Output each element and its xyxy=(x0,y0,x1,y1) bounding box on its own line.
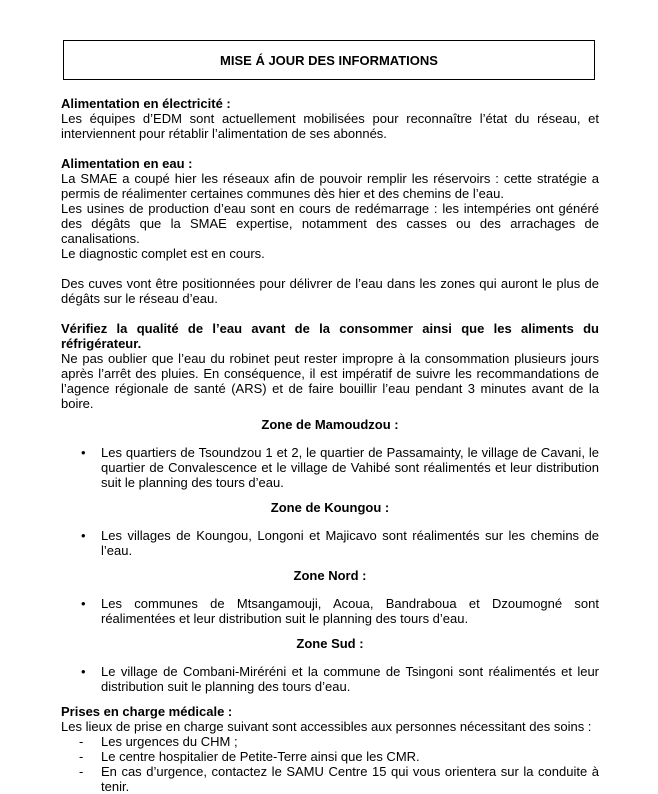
water-text-1: La SMAE a coupé hier les réseaux afin de pouvoir remplir les réservoirs : cette stratégie a permis de réalimenter certaines communes dès hier et des chemins de l’eau. xyxy=(61,171,599,201)
medical-item-text: En cas d’urgence, contactez le SAMU Centre 15 qui vous orientera sur la conduite à tenir. xyxy=(101,764,599,794)
medical-item xyxy=(79,764,599,794)
zone-title-mamoudzou: Zone de Mamoudzou : xyxy=(261,417,399,432)
zone-bullet-mamoudzou xyxy=(81,445,599,490)
bullet-icon: • xyxy=(81,596,86,611)
zone-bullet-koungou xyxy=(81,528,599,558)
bullet-icon: • xyxy=(81,445,86,460)
page-title: MISE Á JOUR DES INFORMATIONS xyxy=(220,52,438,68)
zone-title-sud: Zone Sud : xyxy=(296,636,364,651)
zone-title-koungou: Zone de Koungou : xyxy=(270,500,390,515)
electricity-text: Les équipes d’EDM sont actuellement mobilisées pour reconnaître l’état du réseau, et interviennent pour rétablir l’alimentation de ses abonnés. xyxy=(61,111,599,141)
zone-text: Le village de Combani-Miréréni et la commune de Tsingoni sont réalimentés et leur distribution suit le planning des tours d’eau. xyxy=(101,664,599,694)
zone-text: Les communes de Mtsangamouji, Acoua, Bandraboua et Dzoumogné sont réalimentées et leur distribution suit le planning des tours d’eau. xyxy=(101,596,599,626)
water-heading: Alimentation en eau : xyxy=(61,156,193,171)
bullet-icon: • xyxy=(81,664,86,679)
electricity-heading: Alimentation en électricité : xyxy=(61,96,231,111)
medical-intro: Les lieux de prise en charge suivant sont accessibles aux personnes nécessitant des soins : xyxy=(61,719,592,734)
dash-icon: - xyxy=(79,734,84,749)
dash-icon: - xyxy=(79,749,84,764)
quality-text: Ne pas oublier que l’eau du robinet peut rester impropre à la consommation plusieurs jours après l’arrêt des pluies. En conséquence, il est impératif de suivre les recommandations de l’agence régionale de santé (ARS) et de faire bouillir l’eau pendant 3 minutes avant de la boire. xyxy=(61,351,599,411)
zone-text: Les villages de Koungou, Longoni et Majicavo sont réalimentés sur les chemins de l’eau. xyxy=(101,528,599,558)
zone-title-nord: Zone Nord : xyxy=(293,568,367,583)
water-text-4: Des cuves vont être positionnées pour délivrer de l’eau dans les zones qui auront le plus de dégâts sur le réseau d’eau. xyxy=(61,276,599,306)
medical-item-text: Le centre hospitalier de Petite-Terre ainsi que les CMR. xyxy=(101,749,420,764)
zone-bullet-nord xyxy=(81,596,599,626)
medical-item-text: Les urgences du CHM ; xyxy=(101,734,238,749)
medical-item xyxy=(79,734,599,749)
page-title-box xyxy=(63,40,595,80)
bullet-icon: • xyxy=(81,528,86,543)
document-body xyxy=(61,96,599,794)
medical-heading: Prises en charge médicale : xyxy=(61,704,233,719)
quality-heading: Vérifiez la qualité de l’eau avant de la consommer ainsi que les aliments du réfrigérateur. xyxy=(61,321,599,351)
zone-bullet-sud xyxy=(81,664,599,694)
water-text-3: Le diagnostic complet est en cours. xyxy=(61,246,265,261)
medical-item xyxy=(79,749,599,764)
water-text-2: Les usines de production d’eau sont en cours de redémarrage : les intempéries ont généré des dégâts que la SMAE expertise, notamment des casses ou des arrachages de canalisations. xyxy=(61,201,599,246)
dash-icon: - xyxy=(79,764,84,779)
zone-text: Les quartiers de Tsoundzou 1 et 2, le quartier de Passamainty, le village de Cavani, le quartier de Convalescence et le village de Vahibé sont réalimentés et leur distribution suit le planning des tours d’eau. xyxy=(101,445,599,490)
